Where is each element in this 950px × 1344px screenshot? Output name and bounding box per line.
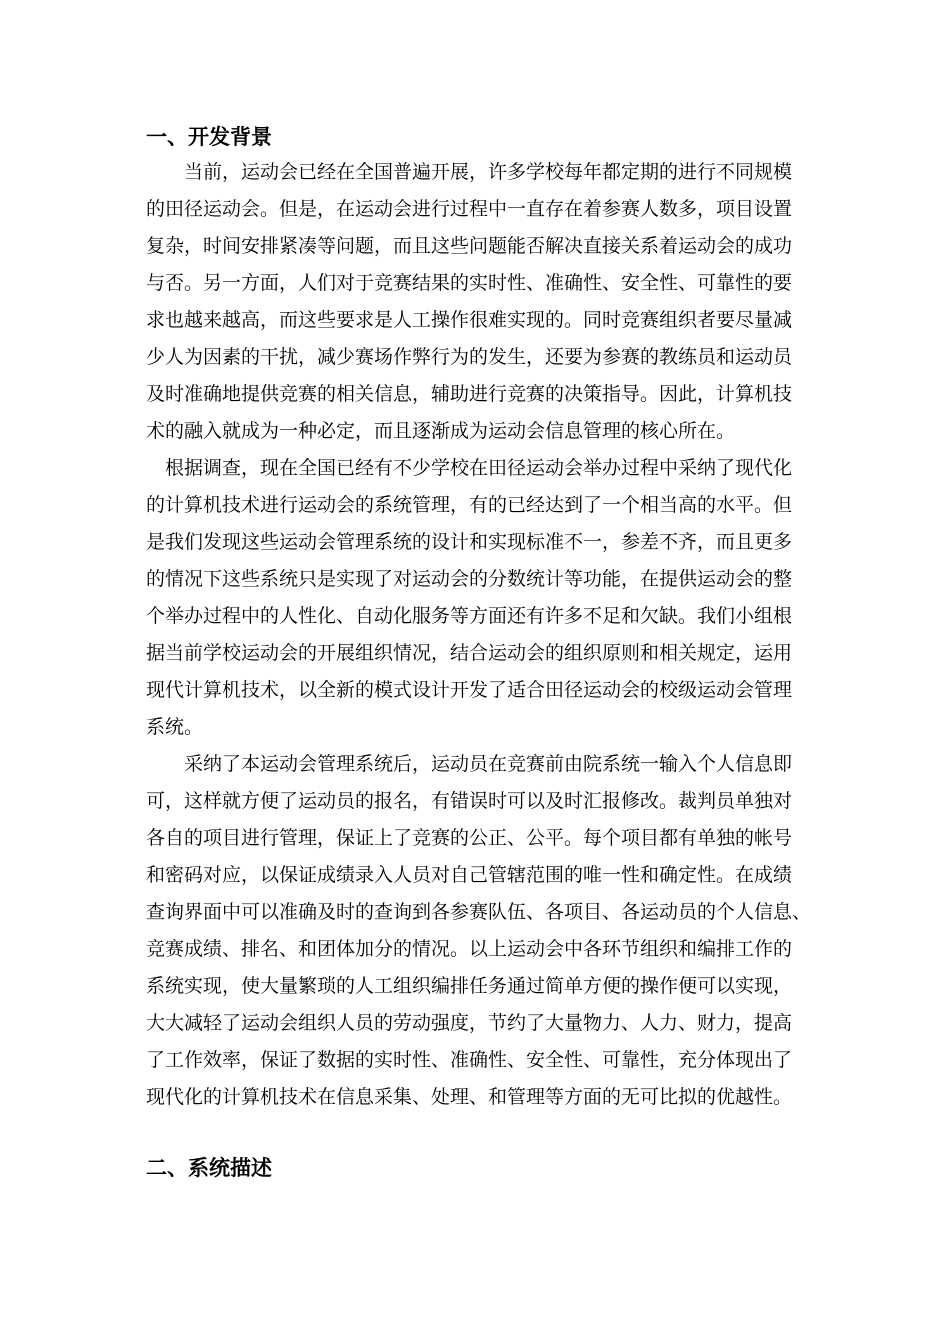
text-line: 及时准确地提供竞赛的相关信息，辅助进行竞赛的决策指导。因此，计算机技 [146,383,793,405]
text-line: 当前，运动会已经在全国普遍开展，许多学校每年都定期的进行不同规模 [184,161,793,183]
text-line: 系统实现，使大量繁琐的人工组织编排任务通过简单方便的操作便可以实现， [146,975,793,997]
text-line: 了工作效率，保证了数据的实时性、准确性、安全性、可靠性，充分体现出了 [146,1049,793,1071]
text-line: 各自的项目进行管理，保证上了竞赛的公正、公平。每个项目都有单独的帐号 [146,827,793,849]
text-line: 少人为因素的干扰，减少赛场作弊行为的发生，还要为参赛的教练员和运动员 [146,346,793,368]
text-line: 的计算机技术进行运动会的系统管理，有的已经达到了一个相当高的水平。但 [146,494,793,516]
text-line: 的情况下这些系统只是实现了对运动会的分数统计等功能，在提供运动会的整 [146,568,793,590]
text-line: 大大减轻了运动会组织人员的劳动强度，节约了大量物力、人力、财力，提高 [146,1012,793,1034]
text-line: 复杂，时间安排紧凑等问题，而且这些问题能否解决直接关系着运动会的成功 [146,235,793,257]
paragraph-1 [146,154,950,450]
text-line: 与否。另一方面，人们对于竞赛结果的实时性、准确性、安全性、可靠性的要 [146,272,793,294]
text-line: 采纳了本运动会管理系统后，运动员在竞赛前由院系统一输入个人信息即 [184,753,793,775]
section-heading-description: 二、系统描述 [146,1156,272,1180]
section-heading-background: 一、开发背景 [146,125,272,149]
paragraph-2 [146,450,950,746]
text-line: 现代计算机技术，以全新的模式设计开发了适合田径运动会的校级运动会管理 [146,679,793,701]
text-line: 据当前学校运动会的开展组织情况，结合运动会的组织原则和相关规定，运用 [146,642,793,664]
text-line: 术的融入就成为一种必定，而且逐渐成为运动会信息管理的核心所在。 [146,420,736,442]
text-line: 的田径运动会。但是，在运动会进行过程中一直存在着参赛人数多，项目设置 [146,198,793,220]
text-line: 现代化的计算机技术在信息采集、处理、和管理等方面的无可比拟的优越性。 [146,1086,793,1108]
text-line: 查询界面中可以准确及时的查询到各参赛队伍、各项目、各运动员的个人信息、 [146,901,812,923]
text-line: 系统。 [146,716,204,738]
text-line: 求也越来越高，而这些要求是人工操作很难实现的。同时竞赛组织者要尽量减 [146,309,793,331]
paragraph-3 [146,746,950,1116]
text-line: 根据调查，现在全国已经有不少学校在田径运动会举办过程中采纳了现代化 [165,457,793,479]
text-line: 和密码对应，以保证成绩录入人员对自己管辖范围的唯一性和确定性。在成绩 [146,864,793,886]
text-line: 可，这样就方便了运动员的报名，有错误时可以及时汇报修改。裁判员单独对 [146,790,793,812]
text-line: 是我们发现这些运动会管理系统的设计和实现标准不一，参差不齐，而且更多 [146,531,793,553]
text-line: 竞赛成绩、排名、和团体加分的情况。以上运动会中各环节组织和编排工作的 [146,938,793,960]
text-line: 个举办过程中的人性化、自动化服务等方面还有许多不足和欠缺。我们小组根 [146,605,793,627]
